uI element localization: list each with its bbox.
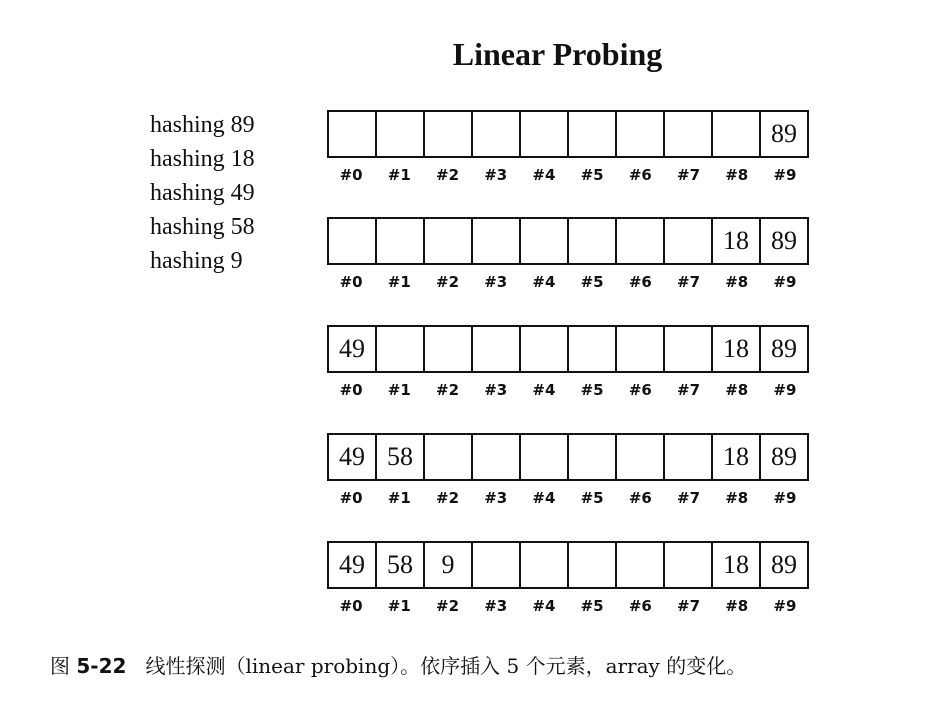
index-label: #3 bbox=[484, 381, 508, 399]
operation-item: hashing 49 bbox=[150, 180, 255, 206]
index-label: #3 bbox=[484, 166, 508, 184]
array-cell bbox=[377, 327, 425, 371]
array-cell bbox=[521, 219, 569, 263]
index-label: #4 bbox=[532, 381, 556, 399]
array-cell: 18 bbox=[713, 327, 761, 371]
index-label: #0 bbox=[339, 381, 363, 399]
array-state-4 bbox=[327, 541, 809, 615]
array-cell: 49 bbox=[329, 435, 377, 479]
array-cell bbox=[569, 435, 617, 479]
array-cell: 89 bbox=[771, 119, 797, 148]
index-label: #1 bbox=[387, 597, 411, 615]
index-label: #8 bbox=[725, 166, 749, 184]
index-label: #6 bbox=[628, 381, 652, 399]
index-label: #7 bbox=[677, 166, 701, 184]
index-label: #3 bbox=[484, 597, 508, 615]
array-cell bbox=[521, 327, 569, 371]
operation-list bbox=[150, 108, 255, 278]
index-label: #5 bbox=[580, 381, 604, 399]
array-cell bbox=[521, 435, 569, 479]
operation-item: hashing 58 bbox=[150, 214, 255, 240]
array-cell: 18 bbox=[713, 435, 761, 479]
operation-item: hashing 9 bbox=[150, 248, 243, 274]
figure-caption bbox=[50, 650, 746, 679]
array-cell bbox=[665, 543, 713, 587]
index-label: #2 bbox=[436, 381, 460, 399]
index-label: #7 bbox=[677, 489, 701, 507]
array-cell bbox=[569, 112, 617, 156]
index-label: #9 bbox=[773, 381, 797, 399]
index-label: #8 bbox=[725, 597, 749, 615]
index-label: #2 bbox=[436, 597, 460, 615]
array-cell bbox=[713, 112, 761, 156]
array-state-3 bbox=[327, 433, 809, 507]
array-cell bbox=[377, 112, 425, 156]
index-label: #0 bbox=[339, 597, 363, 615]
index-labels bbox=[327, 381, 809, 399]
array-cells bbox=[327, 325, 809, 373]
array-cell bbox=[473, 112, 521, 156]
array-cell: 49 bbox=[329, 543, 377, 587]
index-label: #4 bbox=[532, 597, 556, 615]
array-cell: 89 bbox=[771, 442, 797, 471]
array-state-1 bbox=[327, 217, 809, 291]
array-cell bbox=[377, 219, 425, 263]
array-cell bbox=[617, 327, 665, 371]
array-state-0 bbox=[327, 110, 809, 184]
array-cell: 18 bbox=[713, 543, 761, 587]
index-label: #6 bbox=[628, 489, 652, 507]
index-label: #9 bbox=[773, 273, 797, 291]
index-label: #8 bbox=[725, 381, 749, 399]
array-cells bbox=[327, 541, 809, 589]
index-label: #2 bbox=[436, 273, 460, 291]
index-labels bbox=[327, 597, 809, 615]
index-labels bbox=[327, 489, 809, 507]
index-label: #6 bbox=[628, 273, 652, 291]
index-label: #9 bbox=[773, 489, 797, 507]
array-cell bbox=[617, 435, 665, 479]
index-label: #7 bbox=[677, 381, 701, 399]
array-cell bbox=[569, 327, 617, 371]
array-cell: 58 bbox=[377, 543, 425, 587]
array-cell bbox=[425, 219, 473, 263]
index-label: #8 bbox=[725, 273, 749, 291]
caption-prefix: 图 bbox=[50, 654, 70, 678]
array-cell bbox=[665, 112, 713, 156]
index-label: #1 bbox=[387, 489, 411, 507]
index-label: #8 bbox=[725, 489, 749, 507]
array-cell bbox=[665, 219, 713, 263]
operation-item: hashing 18 bbox=[150, 146, 255, 172]
array-cell: 49 bbox=[329, 327, 377, 371]
index-label: #1 bbox=[387, 166, 411, 184]
array-cell bbox=[329, 112, 377, 156]
index-label: #3 bbox=[484, 489, 508, 507]
array-cell bbox=[617, 219, 665, 263]
index-label: #0 bbox=[339, 489, 363, 507]
array-cell bbox=[473, 327, 521, 371]
index-label: #9 bbox=[773, 597, 797, 615]
array-state-2 bbox=[327, 325, 809, 399]
array-cell: 18 bbox=[713, 219, 761, 263]
index-label: #4 bbox=[532, 273, 556, 291]
index-label: #6 bbox=[628, 166, 652, 184]
index-label: #4 bbox=[532, 166, 556, 184]
array-cell: 9 bbox=[425, 543, 473, 587]
index-label: #9 bbox=[773, 166, 797, 184]
index-label: #3 bbox=[484, 273, 508, 291]
array-cell: 89 bbox=[771, 226, 797, 255]
array-cell bbox=[473, 219, 521, 263]
array-cells bbox=[327, 217, 809, 265]
index-label: #5 bbox=[580, 166, 604, 184]
index-label: #6 bbox=[628, 597, 652, 615]
caption-text: 线性探测（linear probing）。依序插入 5 个元素，array 的变化。 bbox=[145, 654, 747, 678]
index-labels bbox=[327, 273, 809, 291]
index-label: #1 bbox=[387, 273, 411, 291]
index-label: #0 bbox=[339, 166, 363, 184]
index-label: #5 bbox=[580, 273, 604, 291]
array-cells bbox=[327, 110, 809, 158]
array-cell bbox=[473, 435, 521, 479]
index-label: #5 bbox=[580, 597, 604, 615]
figure-number: 5-22 bbox=[76, 654, 127, 678]
operation-item: hashing 89 bbox=[150, 112, 255, 138]
array-cell bbox=[473, 543, 521, 587]
array-cell bbox=[569, 219, 617, 263]
index-label: #2 bbox=[436, 166, 460, 184]
array-cell bbox=[665, 435, 713, 479]
array-cell bbox=[425, 112, 473, 156]
index-label: #7 bbox=[677, 273, 701, 291]
array-cell: 89 bbox=[771, 550, 797, 579]
array-cells bbox=[327, 433, 809, 481]
array-cell bbox=[569, 543, 617, 587]
array-cell bbox=[521, 112, 569, 156]
index-label: #4 bbox=[532, 489, 556, 507]
figure-title: Linear Probing bbox=[452, 36, 663, 72]
index-labels bbox=[327, 166, 809, 184]
array-cell bbox=[617, 543, 665, 587]
array-cell bbox=[425, 435, 473, 479]
array-cell bbox=[425, 327, 473, 371]
array-cell: 58 bbox=[377, 435, 425, 479]
index-label: #7 bbox=[677, 597, 701, 615]
index-label: #1 bbox=[387, 381, 411, 399]
index-label: #5 bbox=[580, 489, 604, 507]
array-cell bbox=[329, 219, 377, 263]
array-cell: 89 bbox=[771, 334, 797, 363]
index-label: #2 bbox=[436, 489, 460, 507]
array-cell bbox=[665, 327, 713, 371]
index-label: #0 bbox=[339, 273, 363, 291]
array-cell bbox=[521, 543, 569, 587]
array-cell bbox=[617, 112, 665, 156]
